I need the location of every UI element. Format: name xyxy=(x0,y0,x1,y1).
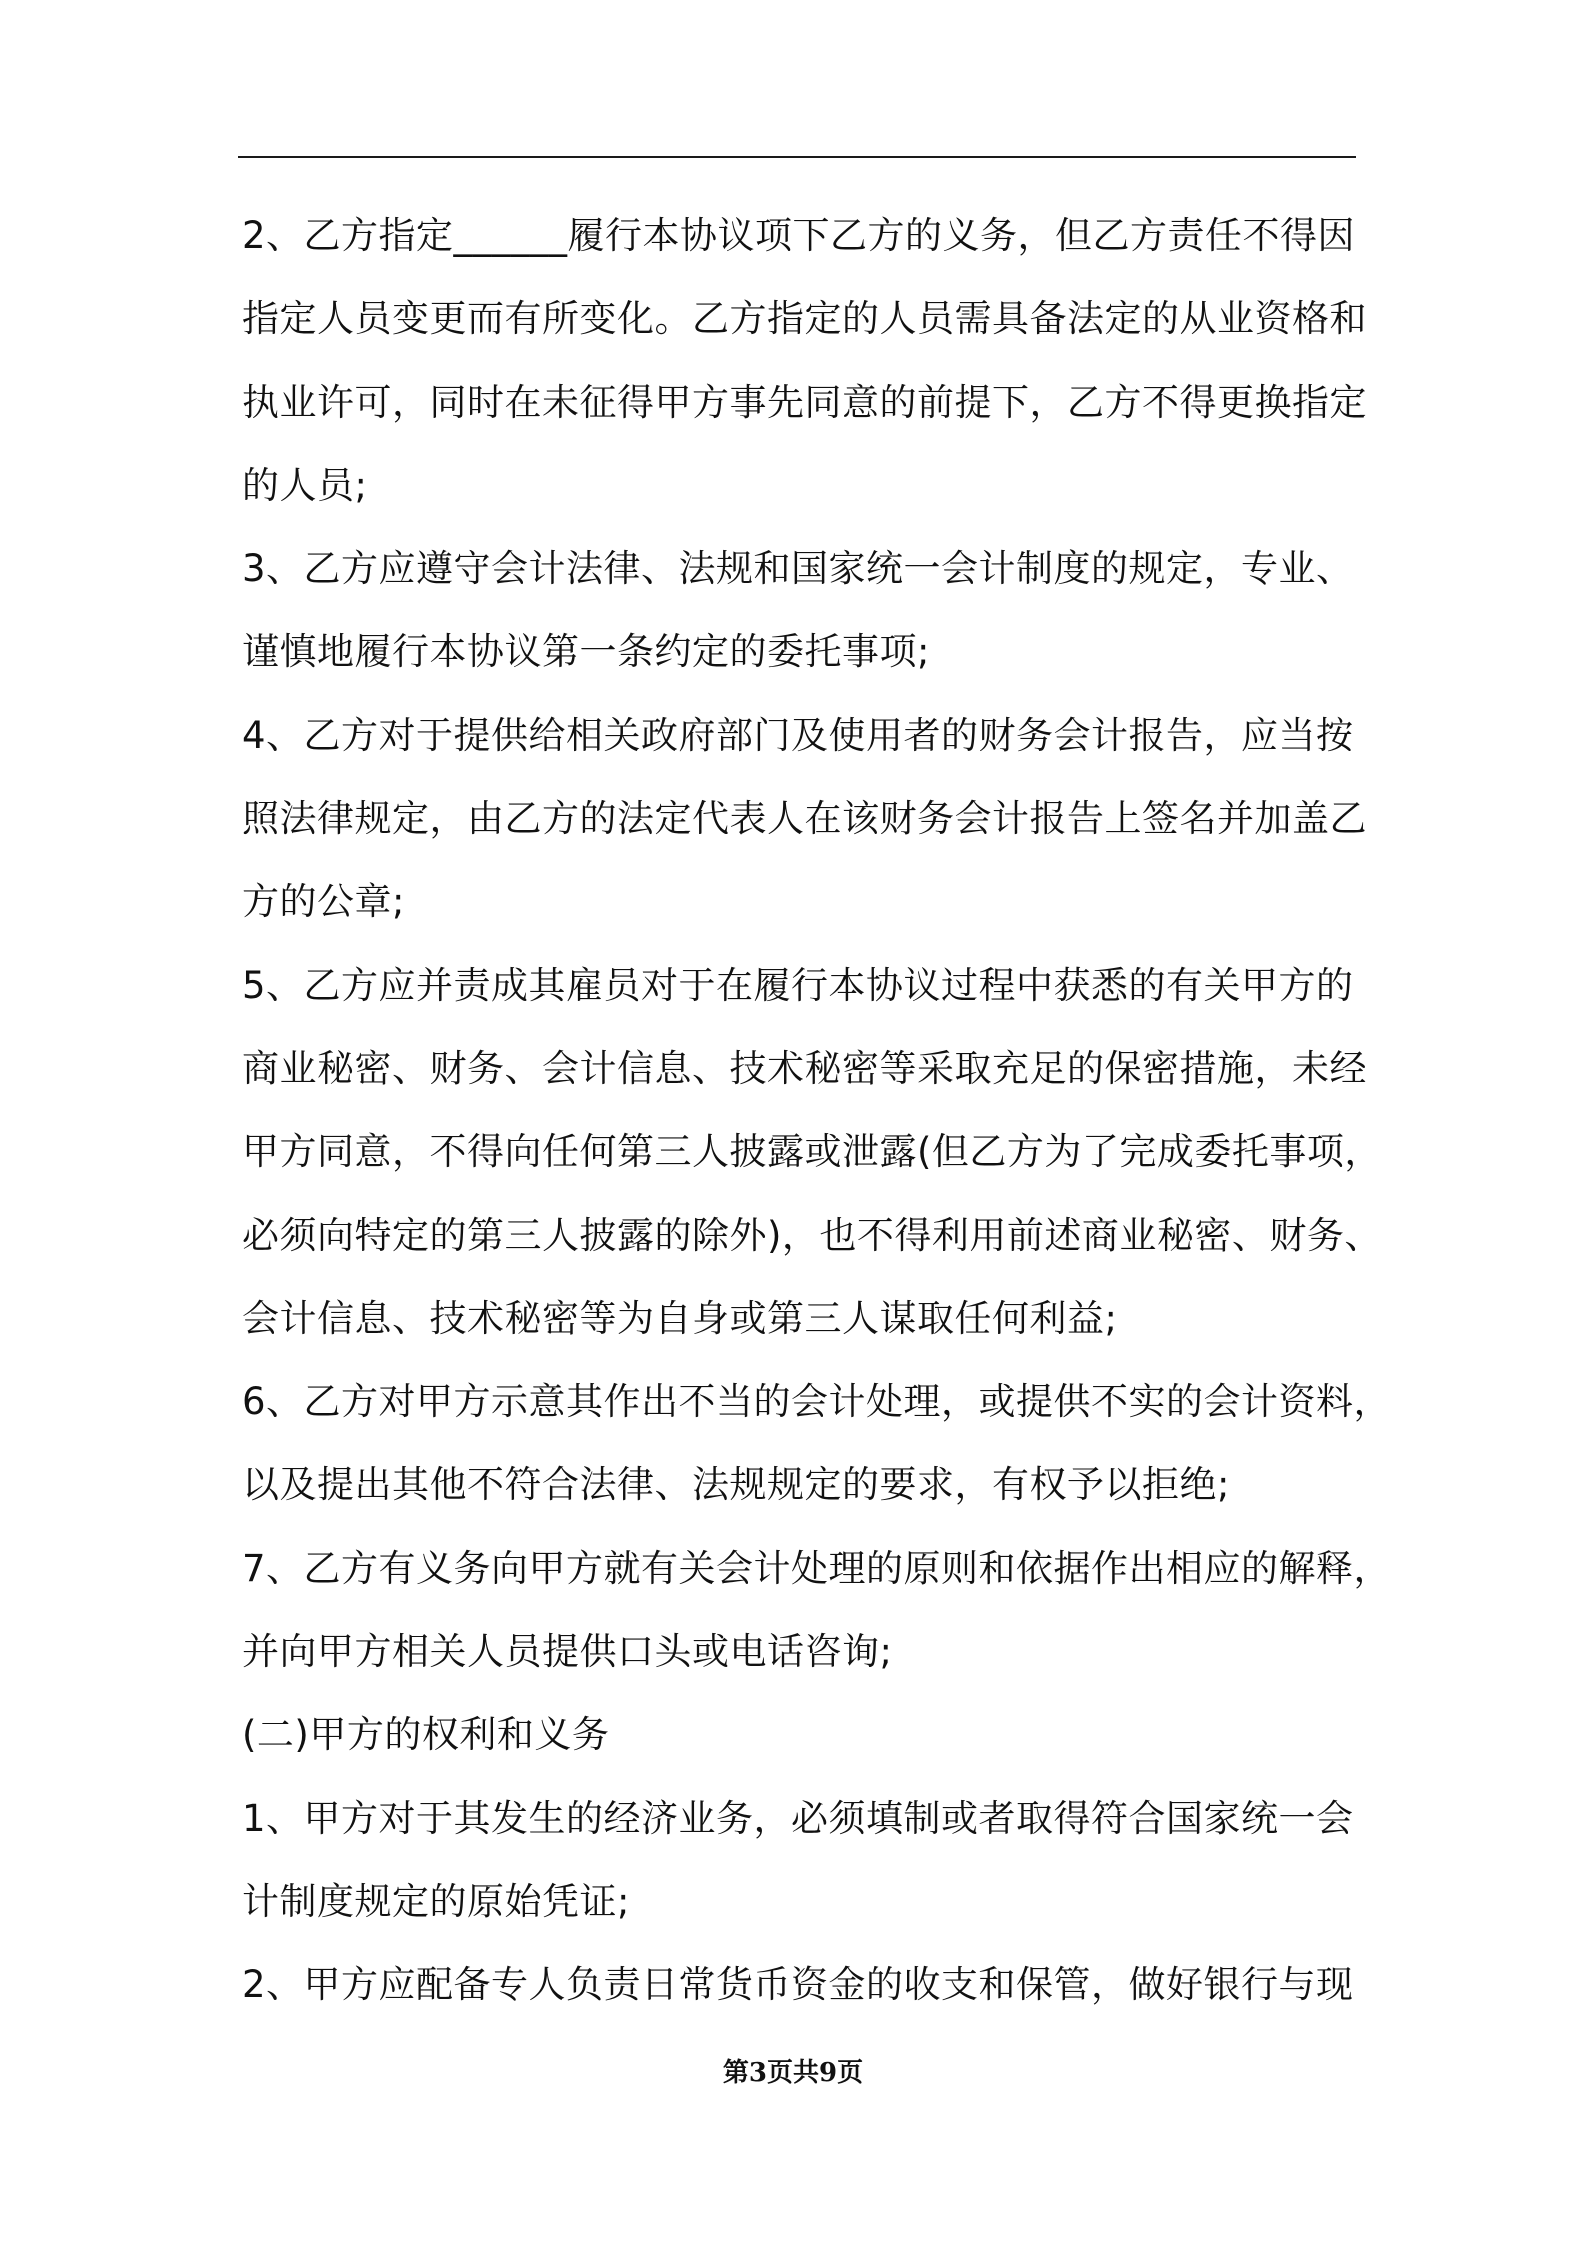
text-line: 方的公章; xyxy=(242,880,405,924)
text-line: 的人员; xyxy=(242,463,368,507)
text-line: 7、乙方有义务向甲方就有关会计处理的原则和依据作出相应的解释， xyxy=(242,1546,1392,1590)
text-line: 商业秘密、财务、会计信息、技术秘密等采取充足的保密措施，未经 xyxy=(242,1046,1367,1090)
text-line: 5、乙方应并责成其雇员对于在履行本协议过程中获悉的有关甲方的 xyxy=(242,963,1354,1007)
text-line: 6、乙方对甲方示意其作出不当的会计处理，或提供不实的会计资料， xyxy=(242,1380,1392,1424)
text-line: 指定人员变更而有所变化。乙方指定的人员需具备法定的从业资格和 xyxy=(242,297,1367,341)
document-body xyxy=(242,194,1392,2027)
text-line: 1、甲方对于其发生的经济业务，必须填制或者取得符合国家统一会 xyxy=(242,1796,1354,1840)
text-line: 照法律规定，由乙方的法定代表人在该财务会计报告上签名并加盖乙 xyxy=(242,797,1367,841)
text-line: 计制度规定的原始凭证; xyxy=(242,1879,630,1923)
text-line: 并向甲方相关人员提供口头或电话咨询; xyxy=(242,1630,893,1674)
text-line: 会计信息、技术秘密等为自身或第三人谋取任何利益; xyxy=(242,1296,1118,1340)
text-line: 必须向特定的第三人披露的除外)，也不得利用前述商业秘密、财务、 xyxy=(242,1213,1382,1257)
text-line: 2、甲方应配备专人负责日常货币资金的收支和保管，做好银行与现 xyxy=(242,1963,1354,2007)
text-line: 3、乙方应遵守会计法律、法规和国家统一会计制度的规定，专业、 xyxy=(242,547,1354,591)
text-line: 2、乙方指定______履行本协议项下乙方的义务，但乙方责任不得因 xyxy=(242,214,1356,257)
text-line: 甲方同意，不得向任何第三人披露或泄露(但乙方为了完成委托事项， xyxy=(242,1130,1382,1174)
section-heading: (二)甲方的权利和义务 xyxy=(242,1713,610,1757)
header-divider xyxy=(238,156,1356,158)
text-line: 4、乙方对于提供给相关政府部门及使用者的财务会计报告，应当按 xyxy=(242,713,1354,757)
text-line: 以及提出其他不符合法律、法规规定的要求，有权予以拒绝; xyxy=(242,1463,1230,1507)
page-number: 第3页共9页 xyxy=(722,2058,864,2088)
text-line: 谨慎地履行本协议第一条约定的委托事项; xyxy=(242,630,930,674)
text-line: 执业许可，同时在未征得甲方事先同意的前提下，乙方不得更换指定 xyxy=(242,380,1367,424)
